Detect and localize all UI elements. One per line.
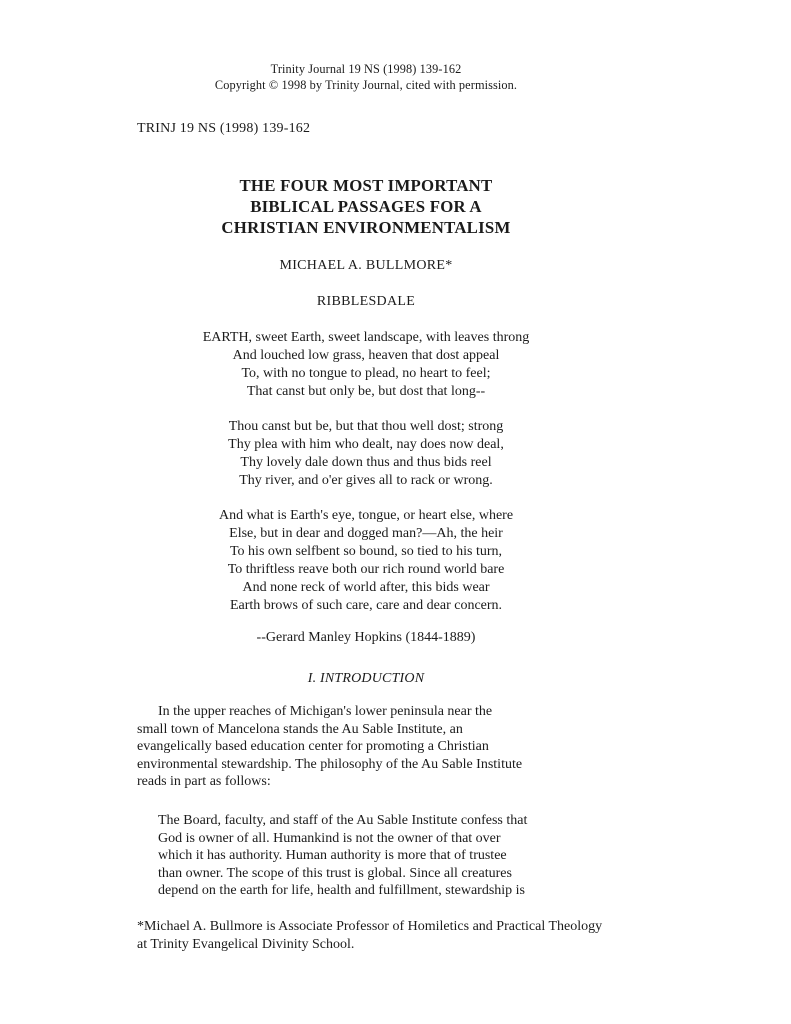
text-line: The Board, faculty, and staff of the Au Sable Institute confess that [158,813,528,828]
text-line: BIBLICAL PASSAGES FOR A [250,196,482,216]
article-title [137,176,595,238]
text-line: at Trinity Evangelical Divinity School. [137,936,355,952]
text-line: Thy lovely dale down thus and thus bids reel [240,454,492,470]
text-line: God is owner of all. Humankind is not the owner of that over [158,830,501,846]
text-line: depend on the earth for life, health and fulfillment, stewardship is [158,883,526,899]
footnote [137,918,727,953]
text-line: Thy plea with him who dealt, nay does now deal, [228,436,504,452]
text-line: evangelically based education center for promoting a Christian [137,739,489,754]
text-line: To his own selfbent so bound, so tied to his turn, [229,543,502,559]
section-heading-introduction: I. INTRODUCTION [307,671,425,686]
text-line: Earth brows of such care, care and dear concern. [229,597,503,613]
text-line: To thriftless reave both our rich round world bare [227,561,505,577]
journal-header [137,61,595,93]
journal-header-line2: Copyright © 1998 by Trinity Journal, cited with permission. [214,78,518,92]
journal-header-line1: Trinity Journal 19 NS (1998) 139-162 [270,62,462,76]
text-line: EARTH, sweet Earth, sweet landscape, with leaves throng [202,330,530,345]
text-line: Else, but in dear and dogged man?—Ah, the heir [229,525,503,541]
text-line: Thy river, and o'er gives all to rack or wrong. [239,472,493,488]
block-quote [158,812,598,900]
poem-stanza-2 [137,418,595,490]
citation-line: TRINJ 19 NS (1998) 139-162 [137,121,311,136]
text-line: which it has authority. Human authority is more that of trustee [158,848,507,864]
author-name: MICHAEL A. BULLMORE* [279,258,453,273]
text-line: environmental stewardship. The philosophy of the Au Sable Institute [137,756,523,772]
text-line: small town of Mancelona stands the Au Sable Institute, an [137,721,463,737]
poem-stanza-1 [137,329,595,401]
text-line: That canst but only be, but dost that long-- [246,383,486,399]
text-line: And none reck of world after, this bids wear [242,579,490,595]
poem-title: RIBBLESDALE [316,294,416,309]
text-line: To, with no tongue to plead, no heart to feel; [241,365,491,381]
text-line: than owner. The scope of this trust is global. Since all creatures [158,865,512,881]
text-line: reads in part as follows: [137,774,271,789]
text-line: And louched low grass, heaven that dost appeal [232,347,500,363]
text-line: In the upper reaches of Michigan's lower peninsula near the [158,704,493,719]
poem-attribution: --Gerard Manley Hopkins (1844-1889) [256,630,476,645]
text-line: CHRISTIAN ENVIRONMENTALISM [221,217,511,237]
text-line: THE FOUR MOST IMPORTANT [239,176,493,195]
poem-stanza-3 [137,507,595,614]
text-line: *Michael A. Bullmore is Associate Professor of Homiletics and Practical Theology [137,919,603,934]
text-line: And what is Earth's eye, tongue, or heart else, where [218,508,514,523]
text-line: Thou canst but be, but that thou well dost; strong [228,419,504,434]
intro-paragraph [137,703,587,791]
